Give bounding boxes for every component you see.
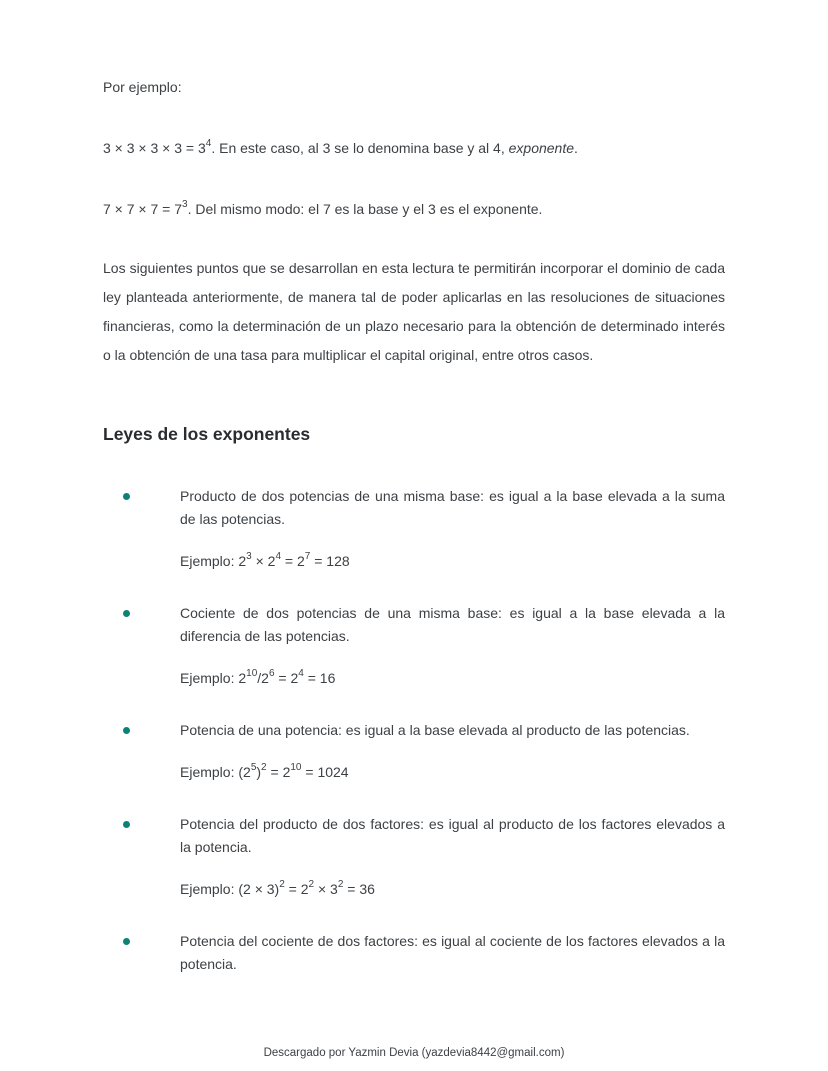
text-segment: . Del mismo modo: el 7 es la base y el 3 es el exponente. [187,201,543,217]
text-segment: ) [256,764,262,780]
footer-email-link[interactable]: yazdevia8442@gmail.com [425,1047,561,1059]
exponent-superscript: 2 [279,879,285,891]
text-segment: = 2 [284,881,309,897]
text-segment: Ejemplo: (2 [180,764,251,780]
text-segment: = 1024 [301,764,349,780]
text-segment: = 128 [310,553,350,569]
section-heading: Leyes de los exponentes [103,424,311,444]
list-item [103,813,725,897]
body-paragraph: Los siguientes puntos que se desarrollan en esta lectura te permitirán incorporar el dominio de cada ley planteada anteriormente, de manera tal de poder aplicarlas en las resoluciones de situaciones financieras, como la determinación de un plazo necesario para la obtención de determinado interés o la obtención de una tasa para multiplicar el capital original, entre otros casos. [103,260,725,363]
bullet-icon [123,938,130,945]
text-segment: Ejemplo: (2 × 3) [180,881,280,897]
bullet-example [180,553,725,569]
text-segment: 3 × 3 × 3 × 3 = 3 [103,140,206,156]
text-segment: = 16 [303,670,336,686]
bullet-body [180,930,725,976]
exponent-superscript: 6 [268,668,275,680]
text-segment: Ejemplo: 2 [180,553,247,569]
text-segment: × 3 [314,881,338,897]
exponent-superscript: 10 [290,762,302,774]
bullet-text: Potencia de una potencia: es igual a la base elevada al producto de las potencias. [180,722,690,738]
bullet-icon [123,493,130,500]
text-segment: = 2 [266,764,291,780]
text-segment: /2 [257,670,269,686]
bullet-icon [123,821,130,828]
exponent-laws-list [103,485,725,976]
exponent-superscript: 7 [304,551,311,563]
intro-line: Por ejemplo: [103,79,182,95]
text-segment: = 36 [343,881,375,897]
exponent-superscript: 5 [250,762,257,774]
exponent-superscript: 4 [275,551,282,563]
exponent-superscript: 2 [261,762,267,774]
text-segment: 7 × 7 × 7 = 7 [103,201,183,217]
bullet-body [180,719,725,780]
footer-text: Descargado por Yazmin Devia ( [263,1047,426,1059]
exponent-superscript: 2 [308,879,315,891]
bullet-text: Potencia del producto de dos factores: es igual al producto de los factores elevados a la potencia. [180,816,725,855]
bullet-icon [123,727,130,734]
list-item [103,719,725,780]
text-segment: = 2 [281,553,305,569]
example-line-base-3 [103,140,725,156]
footer-credit [103,1047,725,1071]
text-segment: × 2 [251,553,276,569]
italic-term: exponente [508,140,575,156]
footer-text: ) [560,1047,565,1059]
list-item [103,602,725,686]
text-segment: = 2 [274,670,299,686]
text-segment: . [574,140,578,156]
bullet-example [180,670,725,686]
bullet-body [180,602,725,686]
text-segment: . En este caso, al 3 se lo denomina base y al 4, [211,140,509,156]
list-item [103,485,725,569]
exponent-superscript: 10 [246,668,258,680]
bullet-example [180,881,725,897]
example-line-base-7 [103,201,725,217]
exponent-superscript: 2 [337,879,344,891]
bullet-body [180,813,725,897]
exponent-superscript: 3 [182,199,188,211]
bullet-body [180,485,725,569]
bullet-text: Producto de dos potencias de una misma base: es igual a la base elevada a la suma de las potencias. [180,488,725,527]
exponent-superscript: 4 [205,138,212,150]
bullet-text: Cociente de dos potencias de una misma base: es igual a la base elevada a la diferencia de las potencias. [180,605,725,644]
text-segment: Ejemplo: 2 [180,670,247,686]
bullet-example [180,764,725,780]
exponent-superscript: 4 [298,668,304,680]
list-item [103,930,725,976]
exponent-superscript: 3 [246,551,252,563]
bullet-icon [123,610,130,617]
bullet-text: Potencia del cociente de dos factores: es igual al cociente de los factores elevados a la potencia. [180,933,725,972]
